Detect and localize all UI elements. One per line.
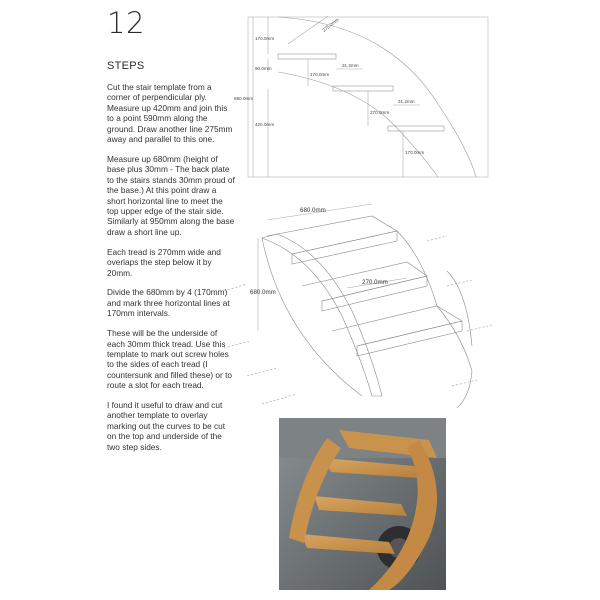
dim-lower-height: 420.0mm [255, 122, 275, 127]
paragraph: I found it useful to draw and cut another template to overlay marking out the curves to be cut on the top and underside of the two step sides. [107, 400, 226, 452]
dim-height: 680.0mm [250, 289, 276, 296]
instructions-text [107, 82, 235, 462]
paragraph: Cut the stair template from a corner of perpendicular ply. Measure up 420mm and join this to a point 590mm along the ground. Draw another line 275mm away and parallel to this one. [107, 82, 233, 145]
dim-gap: 90.0mm [255, 66, 272, 71]
paragraph: Each tread is 270mm wide and overlaps the step below it by 20mm. [107, 246, 221, 278]
dim-riser-mid: 170.0mm [310, 72, 330, 77]
dim-riser-low: 270.0mm [370, 110, 390, 115]
stair-isometric-drawing [222, 196, 504, 410]
paragraph: Measure up 680mm (height of base plus 30mm - The back plate to the stairs stands 30mm proud of the base.) At this point draw a short horizontal line to meet the top upper edge of the stair side. Similarly at 950mm along the base draw a short line up. [107, 153, 235, 237]
dim-bottom-rise: 170.0mm [405, 150, 425, 155]
dim-top-diag: 275.0mm [321, 17, 340, 33]
paragraph: Divide the 680mm by 4 (170mm) and mark three horizontal lines at 170mm intervals. [107, 287, 230, 319]
dim-rise-top: 170.0mm [255, 36, 275, 41]
dim-tread-depth: 270.0mm [362, 279, 388, 286]
wooden-steps-photo [279, 418, 446, 590]
dim-total-height: 680.0mm [234, 96, 254, 101]
section-title: STEPS [107, 60, 145, 72]
dim-tread-2: 31.2mm [398, 99, 415, 104]
paragraph: These will be the underside of each 30mm thick tread. Use this template to mark out screw holes to the sides of each tread (I countersunk and filled these) or to route a slot for each tread. [107, 328, 232, 391]
dim-width: 680.0mm [300, 207, 326, 214]
stair-template-drawing [234, 14, 500, 184]
page-number: 12 [107, 6, 145, 40]
dim-tread-1: 31.2mm [342, 63, 359, 68]
